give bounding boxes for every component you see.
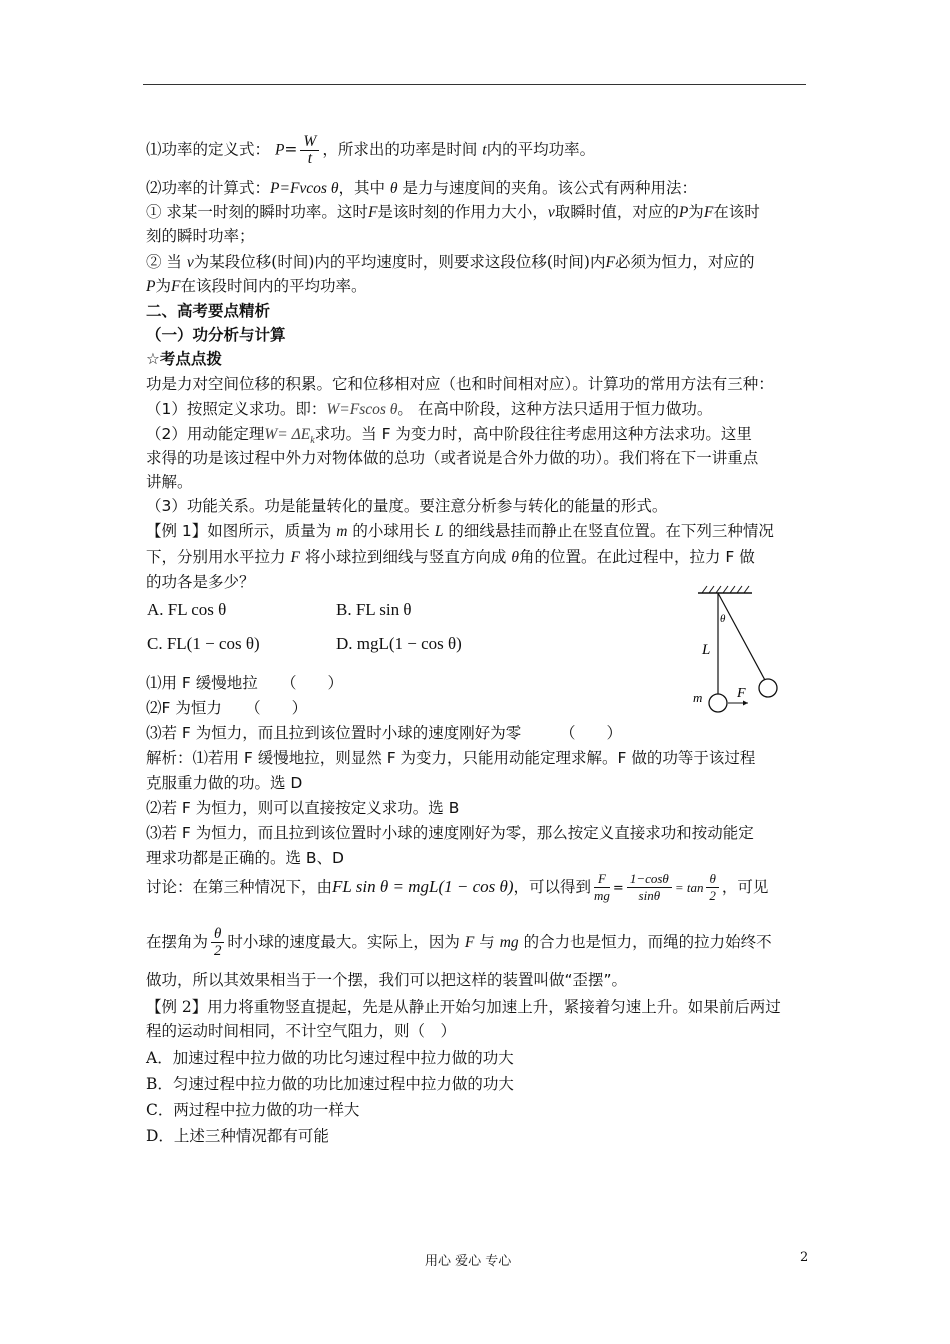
math-theta: θ (511, 549, 519, 566)
text: 是该时刻的作用力大小， (377, 203, 548, 221)
fraction-w-over-t (300, 134, 319, 167)
text: ① 求某一时刻的瞬时功率。这时 (146, 203, 368, 221)
power-calc-line (146, 176, 697, 201)
force-label: F (737, 686, 746, 701)
fraction-cos-over-sin (627, 871, 672, 904)
text: （1）按照定义求功。即： (146, 400, 327, 418)
instant-power-line (146, 200, 760, 225)
math-theta: θ (389, 180, 398, 197)
text: ，可以得到 (513, 878, 592, 896)
example-1-line (146, 545, 755, 570)
discussion-line: 做功，所以其效果相当于一个摆，我们可以把这样的装置叫做“歪摆”。 (146, 971, 628, 989)
paragraph-line: 讲解。 (146, 473, 193, 491)
ball-deflected (759, 679, 777, 697)
question-1: ⑴用 F 缓慢地拉 （ ） (146, 674, 344, 692)
math-formula: W= ΔE (264, 426, 311, 443)
text: ，其中 (338, 179, 385, 197)
math-l: L (434, 523, 444, 540)
math-v: v (186, 254, 194, 271)
question-3: ⑶若 F 为恒力，而且拉到该位置时小球的速度刚好为零 （ ） (146, 724, 623, 742)
math-f: F (367, 204, 378, 221)
discussion-line (146, 923, 772, 962)
math-f: F (290, 549, 300, 566)
frac-den: 2 (213, 943, 222, 959)
example-2-line: 【例 2】用力将重物竖直提起，先是从静止开始匀加速上升，紧接着匀速上升。如果前后两过 (146, 998, 781, 1016)
fraction-theta-half (706, 871, 718, 904)
text: 讨论：在第三种情况下，由 (146, 878, 333, 896)
discussion-line (146, 868, 768, 908)
deflected-string (718, 593, 766, 682)
choice-d: D．上述三种情况都有可能 (146, 1127, 329, 1145)
text: 的合力也是恒力，而绳的拉力始终不 (523, 933, 772, 951)
paragraph-line (146, 397, 712, 422)
text-line: 刻的瞬时功率； (146, 227, 255, 245)
paragraph-line: 求得的功是该过程中外力对物体做的总功（或者说是合外力做的功）。我们将在下一讲重点 (146, 449, 759, 467)
choice-b: B．匀速过程中拉力做的功比加速过程中拉力做的功大 (146, 1075, 514, 1093)
mass-label: m (693, 690, 703, 705)
solution-line: 克服重力做的功。选 D (146, 774, 303, 792)
text: 【例 1】如图所示，质量为 (146, 522, 332, 540)
math-p: P (274, 141, 285, 159)
text: 取瞬时值，对应的 (554, 203, 679, 221)
text: 必须为恒力，对应的 (614, 253, 755, 271)
text: ，可见 (721, 878, 769, 896)
math-formula: P=Fvcos θ (270, 180, 339, 197)
text: ② 当 (146, 253, 182, 271)
text: 的小球用长 (352, 522, 430, 540)
math-tan: = tan (674, 880, 704, 895)
header-rule (143, 84, 806, 85)
fraction-f-over-mg (594, 871, 610, 904)
math-f: F (703, 204, 714, 221)
fraction-theta-half (211, 926, 224, 959)
text: 求功。当 F 为变力时，高中阶段往往考虑用这种方法求功。这里 (314, 425, 752, 443)
math-f: F (605, 254, 615, 271)
math-v: v (547, 204, 555, 221)
solution-line: 解析：⑴若用 F 缓慢地拉，则显然 F 为变力，只能用动能定理求解。F 做的功等于该过程 (146, 749, 756, 767)
text: 与 (479, 933, 495, 951)
math-f: F (464, 934, 475, 951)
text: 是力与速度间的夹角。该公式有两种用法： (402, 179, 697, 197)
page-number: 2 (800, 1250, 809, 1265)
length-label: L (702, 642, 711, 658)
text: 在该段时间内的平均功率。 (180, 277, 367, 295)
frac-num: W (300, 134, 319, 151)
example-2-line: 程的运动时间相同，不计空气阻力，则（ ） (146, 1022, 457, 1040)
math-p: P (678, 204, 689, 221)
example-1-line: 的功各是多少？ (146, 573, 255, 591)
option-c: C. FL(1 − cos θ) (147, 634, 260, 653)
tip-heading: ☆考点点拨 (146, 350, 222, 368)
math-eq: = (284, 140, 298, 159)
text: 内的平均功率。 (486, 140, 596, 159)
footer-text: 用心 爱心 专心 (425, 1254, 512, 1269)
ball-rest (709, 694, 727, 712)
text: ⑵功率的计算式： (146, 179, 271, 197)
solution-line: 理求功都是正确的。选 B、D (146, 849, 344, 867)
text: 。 在高中阶段，这种方法只适用于恒力做功。 (397, 400, 713, 418)
example-1-line (146, 519, 774, 544)
math-equation: FL sin θ = mgL(1 − cos θ) (332, 877, 514, 896)
frac-den: sinθ (638, 888, 661, 903)
question-2: ⑵F 为恒力 （ ） (146, 699, 308, 717)
text: ，所求出的功率是时间 (322, 140, 478, 159)
math-sub: k (310, 435, 315, 447)
power-definition-line (146, 134, 595, 167)
average-power-line-2 (146, 274, 366, 299)
math-eq: = (612, 881, 624, 896)
text: 下，分别用水平拉力 (146, 548, 286, 566)
text: ⑴功率的定义式： (146, 140, 271, 159)
math-mg: mg (499, 934, 519, 951)
subsection-heading: （一）功分析与计算 (146, 326, 286, 344)
average-power-line (146, 250, 754, 275)
text: 的细线悬挂而静止在竖直位置。在下列三种情况 (448, 522, 774, 540)
frac-den: t (307, 150, 313, 167)
option-a: A. FL cos θ (147, 600, 227, 619)
pendulum-figure (680, 585, 790, 720)
ceiling-hatch (702, 586, 749, 593)
text: 将小球拉到细线与竖直方向成 (304, 548, 507, 566)
text: 在摆角为 (146, 933, 209, 951)
math-t: t (482, 141, 487, 159)
force-arrowhead (743, 701, 748, 706)
frac-num: θ (211, 926, 224, 943)
text: 为 (688, 203, 704, 221)
theta-label: θ (720, 613, 726, 625)
text: 在该时 (713, 203, 760, 221)
math-f: F (170, 278, 181, 295)
math-formula: W=Fscos θ (326, 401, 398, 418)
section-heading: 二、高考要点精析 (146, 302, 271, 320)
text: （2）用动能定理 (146, 425, 265, 443)
frac-num: θ (706, 871, 718, 888)
math-p: P (146, 278, 156, 295)
option-b: B. FL sin θ (336, 600, 412, 619)
solution-line: ⑵若 F 为恒力，则可以直接按定义求功。选 B (146, 799, 460, 817)
text: 为某段位移(时间)内的平均速度时，则要求这段位移(时间)内 (193, 253, 606, 271)
option-d: D. mgL(1 − cos θ) (336, 634, 462, 653)
paragraph-line: 功是力对空间位移的积累。它和位移相对应（也和时间相对应）。计算功的常用方法有三种： (146, 375, 774, 393)
solution-line: ⑶若 F 为恒力，而且拉到该位置时小球的速度刚好为零，那么按定义直接求功和按动能定 (146, 824, 754, 842)
choice-a: A．加速过程中拉力做的功比匀速过程中拉力做的功大 (146, 1049, 514, 1067)
frac-den: 2 (709, 888, 716, 903)
text: 时小球的速度最大。实际上，因为 (227, 933, 460, 951)
text: 为 (155, 277, 171, 295)
frac-num: 1−cosθ (627, 871, 672, 888)
paragraph-line: （3）功能关系。功是能量转化的量度。要注意分析参与转化的能量的形式。 (146, 497, 668, 515)
choice-c: C．两过程中拉力做的功一样大 (146, 1101, 360, 1119)
text: 角的位置。在此过程中，拉力 F 做 (518, 548, 755, 566)
frac-num: F (594, 871, 610, 888)
math-m: m (336, 523, 348, 540)
frac-den: mg (594, 888, 610, 903)
